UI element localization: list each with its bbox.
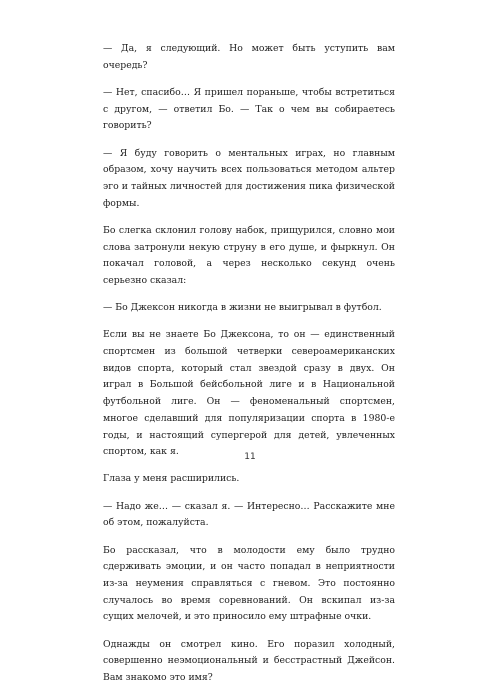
paragraph: — Да, я следующий. Но может быть уступить вам очередь? <box>103 43 395 71</box>
page-number: 11 <box>244 452 256 462</box>
paragraph: Бо рассказал, что в молодости ему было трудно сдерживать эмоции, и он часто попадал в неприятности из-за неумения справляться с гневом. Это постоянно случалось во время соревнований. Он вскипал из-за сущих мелочей, и это приносило ему штрафные очки. <box>103 544 395 623</box>
paragraph: — Нет, спасибо… Я пришел пораньше, чтобы встретиться с другом, — ответил Бо. — Так о чем вы собираетесь говорить? <box>103 86 395 132</box>
paragraph: — Надо же… — сказал я. — Интересно… Расскажите мне об этом, пожалуйста. <box>103 500 395 529</box>
paragraph: Однажды он смотрел кино. Его поразил холодный, совершенно неэмоциональный и бесстрастный Джейсон. Вам знакомо это имя? <box>103 638 395 683</box>
paragraph: Бо слегка склонил голову набок, прищурился, словно мои слова затронули некую струну в его душе, и фыркнул. Он покачал головой, а через несколько секунд очень серьезно сказал: <box>103 224 395 286</box>
paragraph: — Я буду говорить о ментальных играх, но главным образом, хочу научить всех пользоваться методом альтер эго и тайных личностей для достижения пика физической формы. <box>103 147 395 209</box>
body-text <box>103 41 395 697</box>
paragraph: Глаза у меня расширились. <box>103 473 240 485</box>
paragraph: — Бо Джексон никогда в жизни не выигрывал в футбол. <box>103 302 382 314</box>
paragraph: Если вы не знаете Бо Джексона, то он — единственный спортсмен из большой четверки североамериканских видов спорта, который стал звездой сразу в двух. Он играл в Большой бейсбольной лиге и в Национальной футбольной лиге. Он — феноменальный спортсмен, многое сделавший для популяризации спорта в 1980-е годы, и настоящий супергерой для детей, увлеченных спортом, как я. <box>103 329 395 458</box>
